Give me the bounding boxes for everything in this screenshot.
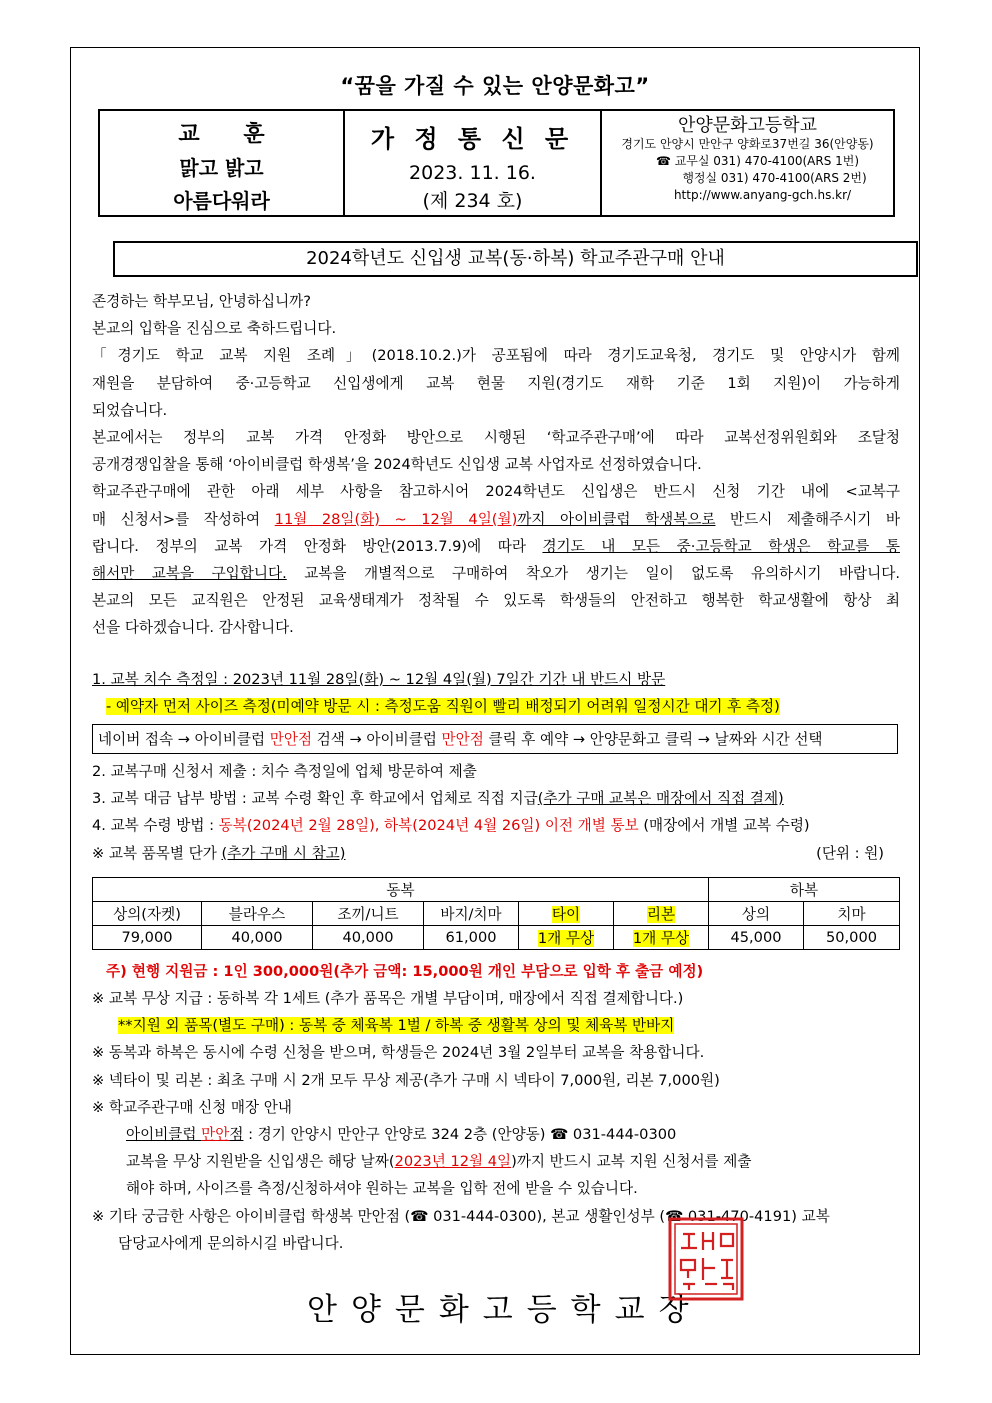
text: 4. 교복 수령 방법 :: [92, 817, 219, 835]
text: 만안: [201, 1126, 230, 1144]
text: 1개 무상: [632, 929, 690, 947]
table-cell: 61,000: [424, 925, 519, 949]
unit-label: (단위 : 원): [816, 844, 884, 862]
text: 교복을 개별적으로 구매하여 착오가 생기는 일이 없도록 유의하시기 바랍니다.: [286, 565, 900, 583]
table-header: [614, 901, 709, 925]
table-header: [519, 901, 614, 925]
document-title: 2024학년도 신입생 교복(동·하복) 학교주관구매 안내: [113, 241, 918, 277]
table-header: 블라우스: [202, 901, 313, 925]
table-row: [93, 901, 900, 925]
extra-items-note: [92, 1012, 900, 1039]
letter-body: [92, 288, 900, 1257]
slogan: “꿈을 가질 수 있는 안양문화고”: [340, 74, 650, 98]
price-table: [92, 877, 900, 950]
deadline-date: 2023년 12월 4일: [394, 1153, 512, 1171]
support-amount-note: 주) 현행 지원금 : 1인 300,000원(추가 금액: 15,000원 개인 부담으로 입학 후 출금 예정): [106, 962, 704, 980]
tie-ribbon-note: ※ 넥타이 및 리본 : 최초 구매 시 2개 모두 무상 제공(추가 구매 시 넥타이 7,000원, 리본 7,000원): [92, 1071, 720, 1089]
paragraph-1: 본교의 입학을 진심으로 축하드립니다.: [92, 320, 337, 338]
paragraph-2-line-2: 재원을 분담하여 중·고등학교 신입생에게 교복 현물 지원(경기도 재학 기준 1회 지원)이 가능하게: [92, 374, 900, 392]
official-seal-icon: [667, 1216, 745, 1302]
text: )까지 반드시 교복 지원 신청서를 제출: [511, 1153, 752, 1171]
text: 검색 → 아이비클럽: [312, 731, 442, 749]
text: (추가 구매 교복은 매장에서 직접 결제): [537, 790, 784, 808]
deadline-note-2: 해야 하며, 사이즈를 측정/신청하셔야 원하는 교복을 입학 전에 받을 수 있습니다.: [126, 1180, 638, 1198]
school-name: 안양문화고등학교: [677, 115, 818, 136]
table-cell: 40,000: [313, 925, 424, 949]
text: 만안점: [441, 731, 484, 749]
letter-header: [98, 109, 895, 217]
item-3: [92, 785, 900, 812]
store-info-title: ※ 학교주관구매 신청 매장 안내: [92, 1098, 292, 1116]
paragraph-2-line-1: 「경기도 학교 교복 지원 조례」(2018.10.2.)가 공포됨에 따라 경기도교육청, 경기도 및 안양시가 함께: [92, 347, 900, 365]
table-group-summer: 하복: [709, 877, 900, 901]
table-header: 상의(자켓): [93, 901, 202, 925]
contact-note-1: ※ 기타 궁금한 사항은 아이비클럽 학생복 만안점 (☎ 031-444-0300), 본교 생활인성부 (☎ 031-470-4191) 교복: [92, 1207, 830, 1225]
pickup-dates: 동복(2024년 2월 28일), 하복(2024년 4월 26일) 이전 개별 통보: [218, 817, 639, 835]
paragraph-4-line-1: 학교주관구매에 관한 아래 세부 사항을 참고하시어 2024학년도 신입생은 반드시 신청 기간 내에 <교복구: [92, 483, 900, 501]
text: ※ 교복 품목별 단가: [92, 844, 222, 862]
text: 리본: [646, 905, 676, 923]
text: 네이버 접속 → 아이비클럽: [98, 731, 270, 749]
paragraph-3-line-2: 공개경쟁입찰을 통해 ‘아이비클럽 학생복’을 2024학년도 신입생 교복 사업자로 선정하였습니다.: [92, 456, 702, 474]
paragraph-4-line-3: [92, 533, 900, 560]
paragraph-5-line-1: 본교의 모든 교직원은 안정된 교육생태계가 정착될 수 있도록 학생들의 안전하고 행복한 학교생활에 항상 최: [92, 592, 900, 610]
reservation-steps: [92, 724, 898, 754]
price-caption: [92, 840, 900, 867]
motto-label: 교 훈: [178, 122, 283, 147]
text: 해서만 교복을 구입합니다.: [92, 565, 287, 583]
text: 만안점: [269, 731, 313, 749]
item-1: 1. 교복 치수 측정일 : 2023년 11월 28일(화) ~ 12월 4일(월) 7일간 기간 내 반드시 방문: [92, 670, 666, 688]
contact-note-2: 담당교사에게 문의하시길 바랍니다.: [118, 1234, 344, 1252]
motto-line-2: 아름다워라: [173, 189, 270, 213]
text: **지원 외 품목(별도 구매) : 동복 중 체육복 1벌 / 하복 중 생활복 상의 및 체육복 반바지: [118, 1017, 675, 1035]
paragraph-4-line-2: [92, 506, 900, 533]
newsletter-info: [345, 111, 602, 215]
table-cell: [614, 925, 709, 949]
text: 점: [229, 1126, 244, 1144]
table-cell: 40,000: [202, 925, 313, 949]
table-header: 상의: [709, 901, 804, 925]
greeting: 존경하는 학부모님, 안녕하십니까?: [92, 293, 312, 310]
paragraph-4-line-4: [92, 560, 900, 587]
document-page: [70, 47, 920, 1355]
text: 교복을 무상 지원받을 신입생은 해당 날짜(: [126, 1153, 395, 1171]
principal-signature: 안양문화고등학교장: [307, 1292, 703, 1328]
application-period: 11월 28일(화) ~ 12월 4일(월): [274, 510, 518, 528]
newsletter-issue: (제 234 호): [422, 190, 523, 212]
table-header: 조끼/니트: [313, 901, 424, 925]
school-phone-1: ☎ 교무실 031) 470-4100(ARS 1번): [655, 154, 860, 168]
table-cell: 50,000: [804, 925, 900, 949]
text: 3. 교복 대금 납부 방법 : 교복 수령 확인 후 학교에서 업체로 직접 지급: [92, 790, 538, 808]
text: 매 신청서>를 작성하여: [92, 510, 275, 528]
text: 아이비클럽: [126, 1126, 202, 1144]
text: (추가 구매 시 참고): [221, 844, 346, 862]
text: 타이: [551, 905, 581, 923]
table-cell: 79,000: [93, 925, 202, 949]
table-row: [93, 925, 900, 949]
table-row: [93, 877, 900, 901]
free-supply-note: ※ 교복 무상 지급 : 동하복 각 1세트 (추가 품목은 개별 부담이며, 매장에서 직접 결제합니다.): [92, 990, 684, 1008]
paragraph-5-line-2: 선을 다하겠습니다. 감사합니다.: [92, 619, 294, 637]
paragraph-2-line-3: 되었습니다.: [92, 401, 168, 419]
text: (매장에서 개별 교복 수령): [638, 817, 810, 835]
text: 까지 아이비클럽 학생복으로: [517, 510, 716, 528]
item-4: [92, 812, 900, 839]
deadline-note-1: [92, 1148, 900, 1175]
item-1-sub: [92, 693, 900, 720]
newsletter-title: 가 정 통 신 문: [370, 125, 575, 153]
wear-date-note: ※ 동복과 하복은 동시에 수령 신청을 받으며, 학생들은 2024년 3월 2일부터 교복을 착용합니다.: [92, 1044, 705, 1062]
school-phone-2: 행정실 031) 470-4100(ARS 2번): [682, 171, 867, 185]
school-url[interactable]: http://www.anyang-gch.hs.kr/: [673, 188, 852, 202]
text: 랍니다. 정부의 교복 가격 안정화 방안(2013.7.9)에 따라: [92, 537, 543, 555]
text: 1개 무상: [537, 929, 595, 947]
item-2: 2. 교복구매 신청서 제출 : 치수 측정일에 업체 방문하여 제출: [92, 763, 477, 781]
text: 경기도 내 모든 중·고등학교 학생은 학교를 통: [542, 537, 900, 555]
reservation-note: - 예약자 먼저 사이즈 측정(미예약 방문 시 : 측정도움 직원이 빨리 배정되기 어려워 일정시간 대기 후 측정): [106, 697, 780, 715]
school-address: 경기도 안양시 만안구 양화로37번길 36(안양동): [621, 137, 874, 151]
text: 클릭 후 예약 → 안양문화고 클릭 → 날짜와 시간 선택: [483, 731, 823, 749]
table-cell: [519, 925, 614, 949]
paragraph-3-line-1: 본교에서는 정부의 교복 가격 안정화 방안으로 시행된 ‘학교주관구매’에 따라 교복선정위원회와 조달청: [92, 429, 900, 447]
motto-line-1: 맑고 밝고: [179, 156, 264, 180]
table-header: 치마: [804, 901, 900, 925]
school-motto: [100, 111, 345, 215]
text: 반드시 제출해주시기 바: [715, 510, 901, 528]
text: : 경기 안양시 만안구 안양로 324 2층 (안양동) ☎ 031-444-0300: [243, 1126, 677, 1144]
table-cell: 45,000: [709, 925, 804, 949]
table-header: 바지/치마: [424, 901, 519, 925]
table-group-winter: 동복: [93, 877, 709, 901]
store-info: [92, 1121, 900, 1148]
school-contact: [602, 111, 893, 215]
newsletter-date: 2023. 11. 16.: [409, 162, 536, 184]
